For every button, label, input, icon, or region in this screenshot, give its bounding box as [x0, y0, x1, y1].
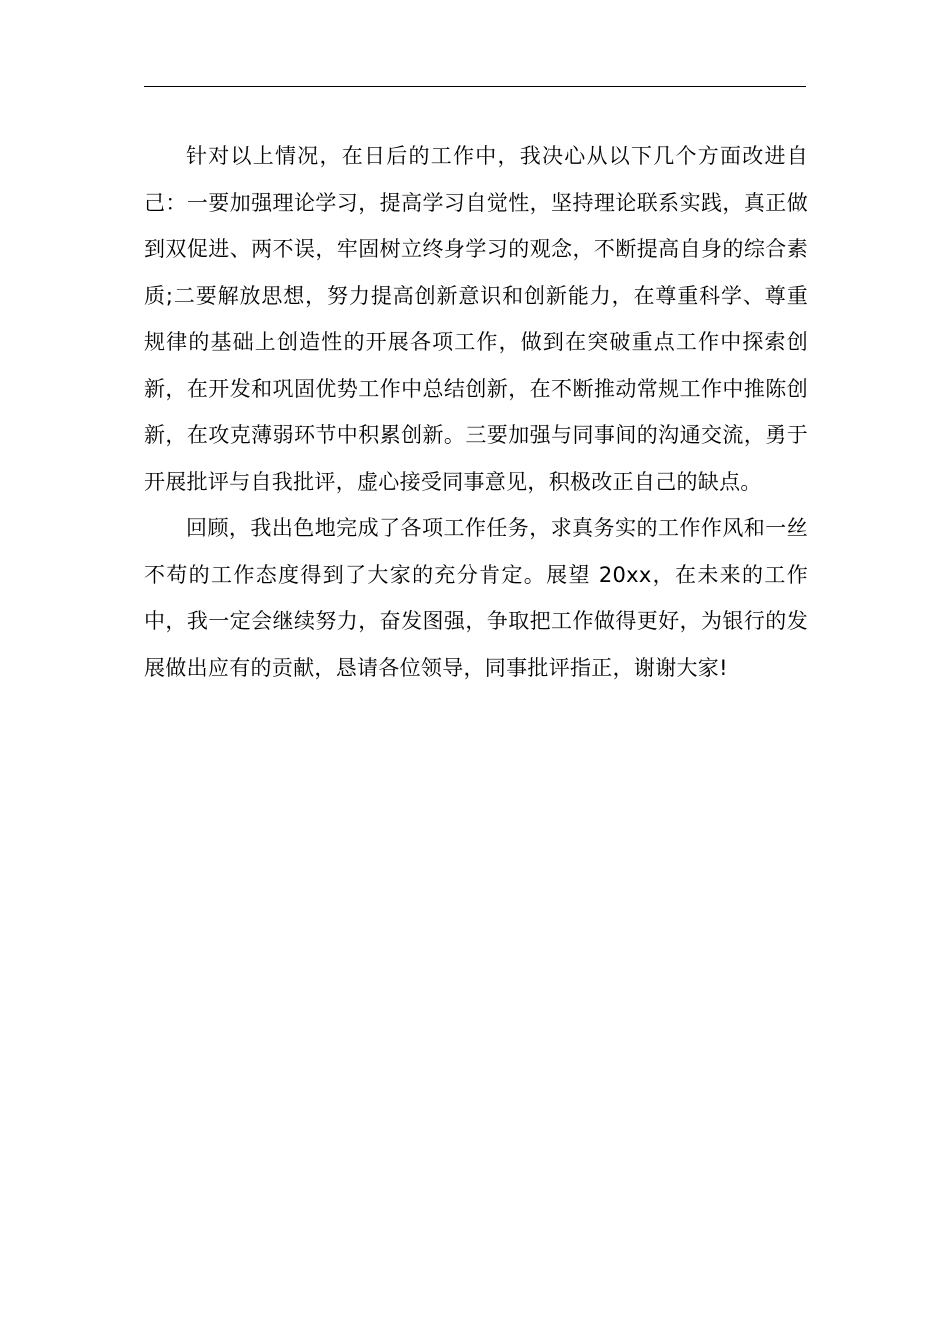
paragraph-improvement-plan: 针对以上情况，在日后的工作中，我决心从以下几个方面改进自己：一要加强理论学习，提高学习自觉性，坚持理论联系实践，真正做到双促进、两不误，牢固树立终身学习的观念，不断提高自身的综合素质;二要解放思想，努力提高创新意识和创新能力，在尊重科学、尊重规律的基础上创造性的开展各项工作，做到在突破重点工作中探索创新，在开发和巩固优势工作中总结创新，在不断推动常规工作中推陈创新，在攻克薄弱环节中积累创新。三要加强与同事间的沟通交流，勇于开展批评与自我批评，虚心接受同事意见，积极改正自己的缺点。: [144, 144, 808, 494]
paragraph-review-outlook: 回顾，我出色地完成了各项工作任务，求真务实的工作作风和一丝不苟的工作态度得到了大家的充分肯定。展望 20xx，在未来的工作中，我一定会继续努力，奋发图强，争取把工作做得更好，为银行的发展做出应有的贡献，恳请各位领导，同事批评指正，谢谢大家!: [144, 516, 808, 680]
document-body: [144, 133, 808, 691]
header-divider: [144, 86, 806, 87]
